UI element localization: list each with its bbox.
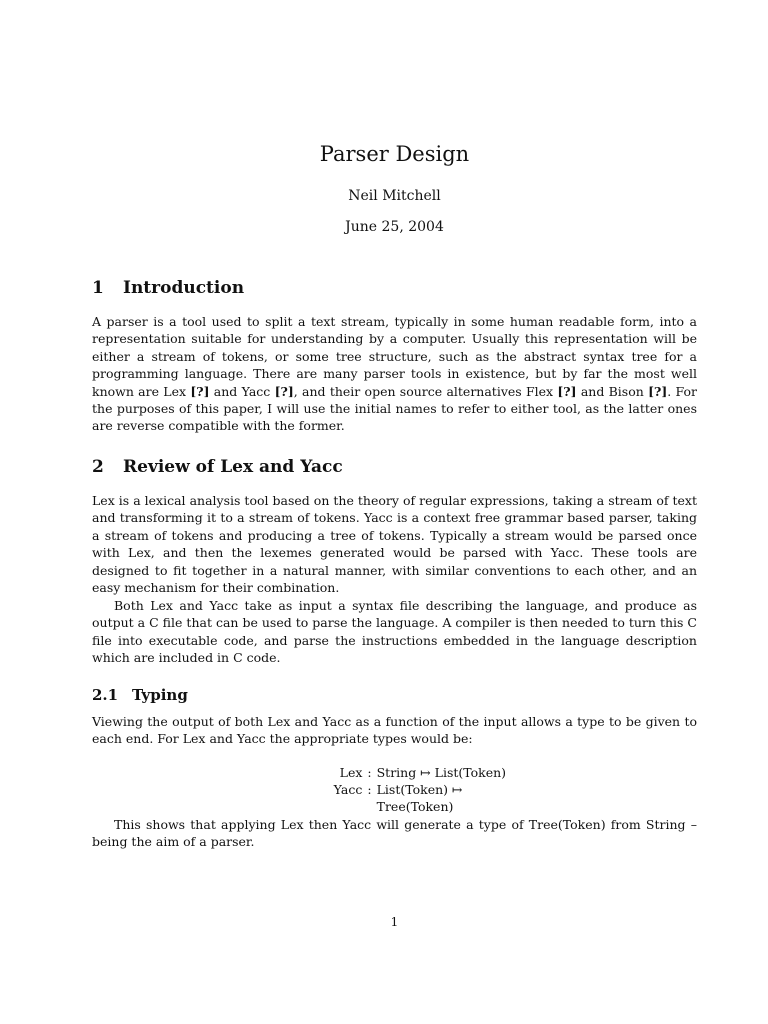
equation-lhs: Yacc xyxy=(333,782,363,797)
paper-title: Parser Design xyxy=(319,142,470,166)
equation-lhs: Lex xyxy=(339,765,363,780)
section-title: Introduction xyxy=(123,278,245,298)
section-title: Review of Lex and Yacc xyxy=(123,457,343,477)
subsection-title: Typing xyxy=(132,686,188,704)
section-heading-review xyxy=(92,457,343,477)
paper-author: Neil Mitchell xyxy=(348,188,441,204)
paper-page xyxy=(92,0,697,1024)
equation-row xyxy=(92,764,697,781)
equation-rhs: String ↦ List(Token) xyxy=(376,765,507,780)
typing-paragraph-1: Viewing the output of both Lex and Yacc as a function of the input allows a type to be given to each end. For Lex and Yacc the appropriate types would be: xyxy=(92,714,697,747)
text-run: . For the purposes of this paper, I will use the initial names to refer to either tool, as the latter ones are reverse compatible with the former. xyxy=(92,383,697,434)
section-number: 2 xyxy=(92,457,104,477)
review-paragraph-2: Both Lex and Yacc take as input a syntax file describing the language, and produce as output a C file that can be used to parse the language. A compiler is then needed to turn this C file into executable code, and parse the instructions embedded in the language description which are included in C code. xyxy=(92,598,697,666)
text-run: and Yacc xyxy=(209,383,275,399)
equation-colon: : xyxy=(367,782,372,797)
text-run: , and their open source alternatives Flex xyxy=(293,383,558,399)
citation-yacc[interactable]: [?] xyxy=(274,383,294,399)
type-equations xyxy=(92,764,697,815)
paper-date: June 25, 2004 xyxy=(345,219,444,235)
citation-flex[interactable]: [?] xyxy=(557,383,577,399)
subsection-number: 2.1 xyxy=(92,686,119,704)
page-number: 1 xyxy=(390,915,399,929)
subsection-heading-typing xyxy=(92,686,188,704)
citation-bison[interactable]: [?] xyxy=(648,383,668,399)
typing-paragraph-2: This shows that applying Lex then Yacc will generate a type of Tree(Token) from String – being the aim of a parser. xyxy=(92,817,697,850)
text-run: and Bison xyxy=(576,383,649,399)
equation-row xyxy=(92,781,697,815)
section-number: 1 xyxy=(92,278,104,298)
equation-colon: : xyxy=(367,765,372,780)
review-paragraph-1: Lex is a lexical analysis tool based on the theory of regular expressions, taking a stream of text and transforming it to a stream of tokens. Yacc is a context free grammar based parser, taking a stream of tokens and producing a tree of tokens. Typically a stream would be parsed once with Lex, and then the lexemes generated would be parsed with Yacc. These tools are designed to fit together in a natural manner, with similar conventions to each other, and an easy mechanism for their combination. xyxy=(92,493,697,596)
citation-lex[interactable]: [?] xyxy=(190,383,210,399)
introduction-paragraph xyxy=(92,313,697,435)
equation-rhs: List(Token) ↦ Tree(Token) xyxy=(376,782,463,814)
section-heading-introduction xyxy=(92,278,244,298)
text-run: A parser is a tool used to split a text stream, typically in some human readable form, into a representation suitable for understanding by a computer. Usually this representation will be either a stream of tokens, or some tree structure, such as the abstract syntax tree for a programming language. There are many parser tools in existence, but by far the most well known are Lex xyxy=(92,314,697,399)
